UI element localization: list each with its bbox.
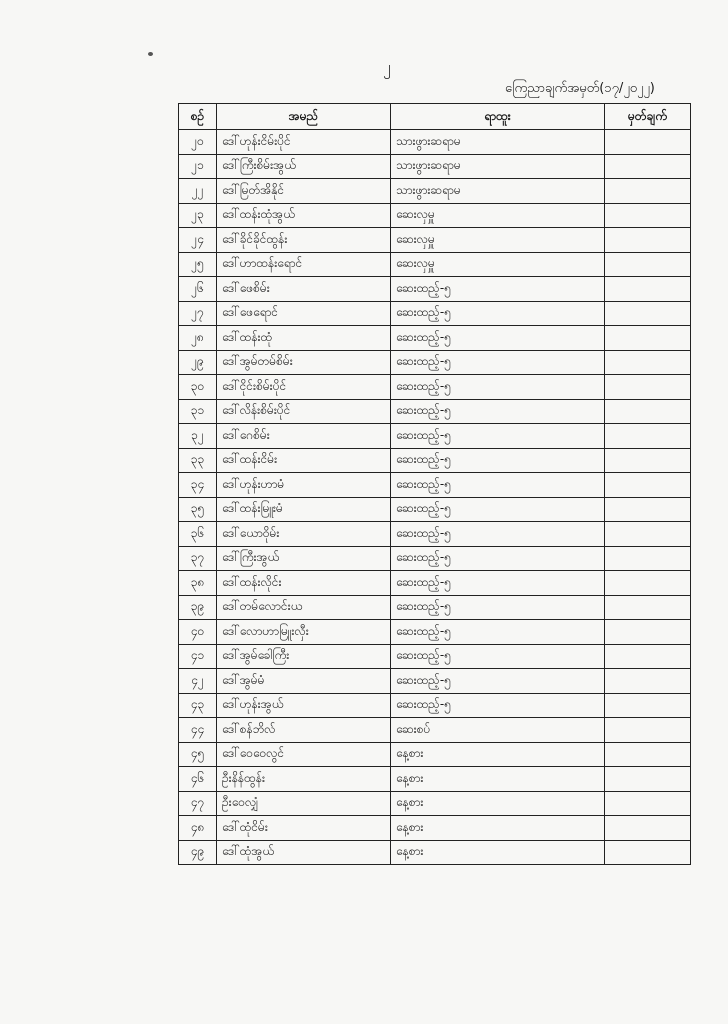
table-row (179, 767, 691, 792)
cell-name: ဒေါ်ဟုန်းဟာမံ (217, 473, 391, 498)
cell-remark (605, 816, 691, 841)
cell-remark (605, 522, 691, 547)
table-row (179, 669, 691, 694)
cell-serial: ၃၈ (179, 571, 217, 596)
cell-serial: ၄၁ (179, 644, 217, 669)
cell-remark (605, 350, 691, 375)
cell-name: ဒေါ်ဟာထန်းရောင် (217, 252, 391, 277)
cell-serial: ၄၇ (179, 791, 217, 816)
table-row (179, 130, 691, 155)
cell-serial: ၂၇ (179, 301, 217, 326)
cell-serial: ၂၈ (179, 326, 217, 351)
cell-name: ဒေါ်တမ်လောင်းယ (217, 595, 391, 620)
cell-serial: ၂၉ (179, 350, 217, 375)
cell-remark (605, 571, 691, 596)
table-row (179, 203, 691, 228)
cell-name: ဒေါ်ယောဝိုမ်း (217, 522, 391, 547)
table-row (179, 497, 691, 522)
cell-serial: ၂၄ (179, 228, 217, 253)
cell-position: နေ့စား (391, 791, 605, 816)
cell-remark (605, 448, 691, 473)
cell-serial: ၃၉ (179, 595, 217, 620)
cell-remark (605, 130, 691, 155)
cell-name: ဒေါ်ထုံအွယ် (217, 840, 391, 865)
cell-position: ဆေးလှမှူ (391, 252, 605, 277)
table-header-row (179, 104, 691, 130)
cell-remark (605, 399, 691, 424)
cell-position: ဆေးထည့်-၅ (391, 473, 605, 498)
cell-name: ဒေါ်အွမ်ခေါကြီး (217, 644, 391, 669)
cell-remark (605, 375, 691, 400)
cell-remark (605, 595, 691, 620)
cell-remark (605, 791, 691, 816)
table-row (179, 228, 691, 253)
cell-name: ဒေါ်ဂေစိမ်း (217, 424, 391, 449)
cell-name: ဒေါ်အွမ်တမ်စိမ်း (217, 350, 391, 375)
cell-remark (605, 742, 691, 767)
cell-name: ဒေါ်ကြီးအွယ် (217, 546, 391, 571)
table-row (179, 816, 691, 841)
cell-name: ဒေါ်လောဟာမြူးလှီး (217, 620, 391, 645)
table-row (179, 595, 691, 620)
cell-position: နေ့စား (391, 742, 605, 767)
cell-name: ဒေါ်ထုံငိမ်း (217, 816, 391, 841)
cell-position: ဆေးထည့်-၅ (391, 277, 605, 302)
cell-position: နေ့စား (391, 767, 605, 792)
cell-serial: ၃၆ (179, 522, 217, 547)
cell-serial: ၂၃ (179, 203, 217, 228)
cell-remark (605, 644, 691, 669)
cell-name: ဒေါ်ထန်းထုံ (217, 326, 391, 351)
cell-remark (605, 154, 691, 179)
staff-roster-table (178, 103, 691, 865)
cell-remark (605, 840, 691, 865)
cell-position: ဆေးထည့်-၅ (391, 620, 605, 645)
cell-remark (605, 301, 691, 326)
cell-remark (605, 252, 691, 277)
cell-position: ဆေးထည့်-၅ (391, 497, 605, 522)
cell-position: ဆေးထည့်-၅ (391, 424, 605, 449)
cell-serial: ၄၂ (179, 669, 217, 694)
cell-serial: ၄၈ (179, 816, 217, 841)
cell-remark (605, 473, 691, 498)
cell-name: ဒေါ်လိန်းစိမ်းပိုင် (217, 399, 391, 424)
table-row (179, 718, 691, 743)
cell-remark (605, 326, 691, 351)
cell-position: ဆေးထည့်-၅ (391, 595, 605, 620)
cell-serial: ၂၂ (179, 179, 217, 204)
page-number: ၂ (383, 57, 391, 76)
cell-serial: ၄၀ (179, 620, 217, 645)
table-row (179, 448, 691, 473)
cell-serial: ၂၅ (179, 252, 217, 277)
cell-name: ဦးနိန်ထွန်း (217, 767, 391, 792)
cell-position: နေ့စား (391, 840, 605, 865)
table-row (179, 301, 691, 326)
cell-name: ဒေါ်ဟုန်းငိမ်းပိုင် (217, 130, 391, 155)
table-row (179, 399, 691, 424)
cell-position: ဆေးစပ် (391, 718, 605, 743)
announcement-reference: ကြေညာချက်အမှတ်(၁၇/၂၀၂၂) (505, 81, 655, 96)
table-row (179, 571, 691, 596)
cell-position: ဆေးထည့်-၅ (391, 326, 605, 351)
table-row (179, 252, 691, 277)
cell-position: ဆေးထည့်-၅ (391, 301, 605, 326)
cell-serial: ၄၆ (179, 767, 217, 792)
header-remark: မှတ်ချက် (605, 104, 691, 130)
cell-serial: ၃၃ (179, 448, 217, 473)
cell-position: သားဖွားဆရာမ (391, 154, 605, 179)
cell-position: ဆေးထည့်-၅ (391, 350, 605, 375)
cell-remark (605, 620, 691, 645)
table-row (179, 424, 691, 449)
table-row (179, 620, 691, 645)
table-row (179, 154, 691, 179)
cell-name: ဒေါ်ငိုင်းစိမ်းပိုင် (217, 375, 391, 400)
cell-name: ဒေါ်ဟုန်းအွယ် (217, 693, 391, 718)
cell-serial: ၃၂ (179, 424, 217, 449)
cell-serial: ၂၀ (179, 130, 217, 155)
table-row (179, 375, 691, 400)
header-serial: စဉ် (179, 104, 217, 130)
cell-serial: ၄၄ (179, 718, 217, 743)
scan-speck (148, 52, 153, 56)
cell-position: ဆေးထည့်-၅ (391, 399, 605, 424)
table-row (179, 522, 691, 547)
table-row (179, 644, 691, 669)
cell-remark (605, 718, 691, 743)
header-name: အမည် (217, 104, 391, 130)
cell-name: ဒေါ်ဝေဝေလွင် (217, 742, 391, 767)
table-row (179, 693, 691, 718)
cell-position: ဆေးထည့်-၅ (391, 571, 605, 596)
cell-serial: ၂၆ (179, 277, 217, 302)
cell-serial: ၃၅ (179, 497, 217, 522)
cell-serial: ၃၁ (179, 399, 217, 424)
cell-serial: ၄၃ (179, 693, 217, 718)
header-position: ရာထူး (391, 104, 605, 130)
cell-name: ဒေါ်ထန်းလိုင်း (217, 571, 391, 596)
cell-position: သားဖွားဆရာမ (391, 179, 605, 204)
table-row (179, 473, 691, 498)
cell-position: ဆေးထည့်-၅ (391, 522, 605, 547)
cell-serial: ၂၁ (179, 154, 217, 179)
cell-remark (605, 546, 691, 571)
cell-serial: ၃၇ (179, 546, 217, 571)
cell-serial: ၃၄ (179, 473, 217, 498)
table-row (179, 326, 691, 351)
table-row (179, 277, 691, 302)
table-row (179, 742, 691, 767)
table-row (179, 350, 691, 375)
cell-position: နေ့စား (391, 816, 605, 841)
cell-name: ဒေါ်စန်ဘိလ် (217, 718, 391, 743)
cell-serial: ၄၉ (179, 840, 217, 865)
cell-name: ဒေါ်အွမ်မံ (217, 669, 391, 694)
table-row (179, 546, 691, 571)
cell-remark (605, 497, 691, 522)
cell-position: သားဖွားဆရာမ (391, 130, 605, 155)
cell-remark (605, 424, 691, 449)
cell-position: ဆေးထည့်-၅ (391, 546, 605, 571)
cell-serial: ၄၅ (179, 742, 217, 767)
cell-remark (605, 767, 691, 792)
cell-name: ဒေါ်ကြီးစိမ်းအွယ် (217, 154, 391, 179)
cell-name: ဒေါ်ထန်းထုံအွယ် (217, 203, 391, 228)
cell-position: ဆေးထည့်-၅ (391, 669, 605, 694)
cell-position: ဆေးလှမှူ (391, 203, 605, 228)
cell-remark (605, 179, 691, 204)
table-row (179, 791, 691, 816)
cell-remark (605, 228, 691, 253)
cell-name: ဒေါ်ဖေစိမ်း (217, 277, 391, 302)
cell-remark (605, 693, 691, 718)
cell-name: ဒေါ်ထန်းမြူးမံ (217, 497, 391, 522)
table-body (179, 130, 691, 865)
cell-name: ဒေါ်ခိုင်ခိုင်ထွန်း (217, 228, 391, 253)
cell-position: ဆေးထည့်-၅ (391, 693, 605, 718)
cell-position: ဆေးလှမှူ (391, 228, 605, 253)
cell-remark (605, 669, 691, 694)
cell-position: ဆေးထည့်-၅ (391, 448, 605, 473)
cell-position: ဆေးထည့်-၅ (391, 375, 605, 400)
cell-remark (605, 203, 691, 228)
cell-name: ဒေါ်မြတ်အိနိုင် (217, 179, 391, 204)
cell-position: ဆေးထည့်-၅ (391, 644, 605, 669)
table-row (179, 179, 691, 204)
cell-name: ဦးဝေလျှံ (217, 791, 391, 816)
cell-name: ဒေါ်ဖေရောင် (217, 301, 391, 326)
cell-serial: ၃၀ (179, 375, 217, 400)
cell-name: ဒေါ်ထန်းငိမ်း (217, 448, 391, 473)
table-row (179, 840, 691, 865)
cell-remark (605, 277, 691, 302)
